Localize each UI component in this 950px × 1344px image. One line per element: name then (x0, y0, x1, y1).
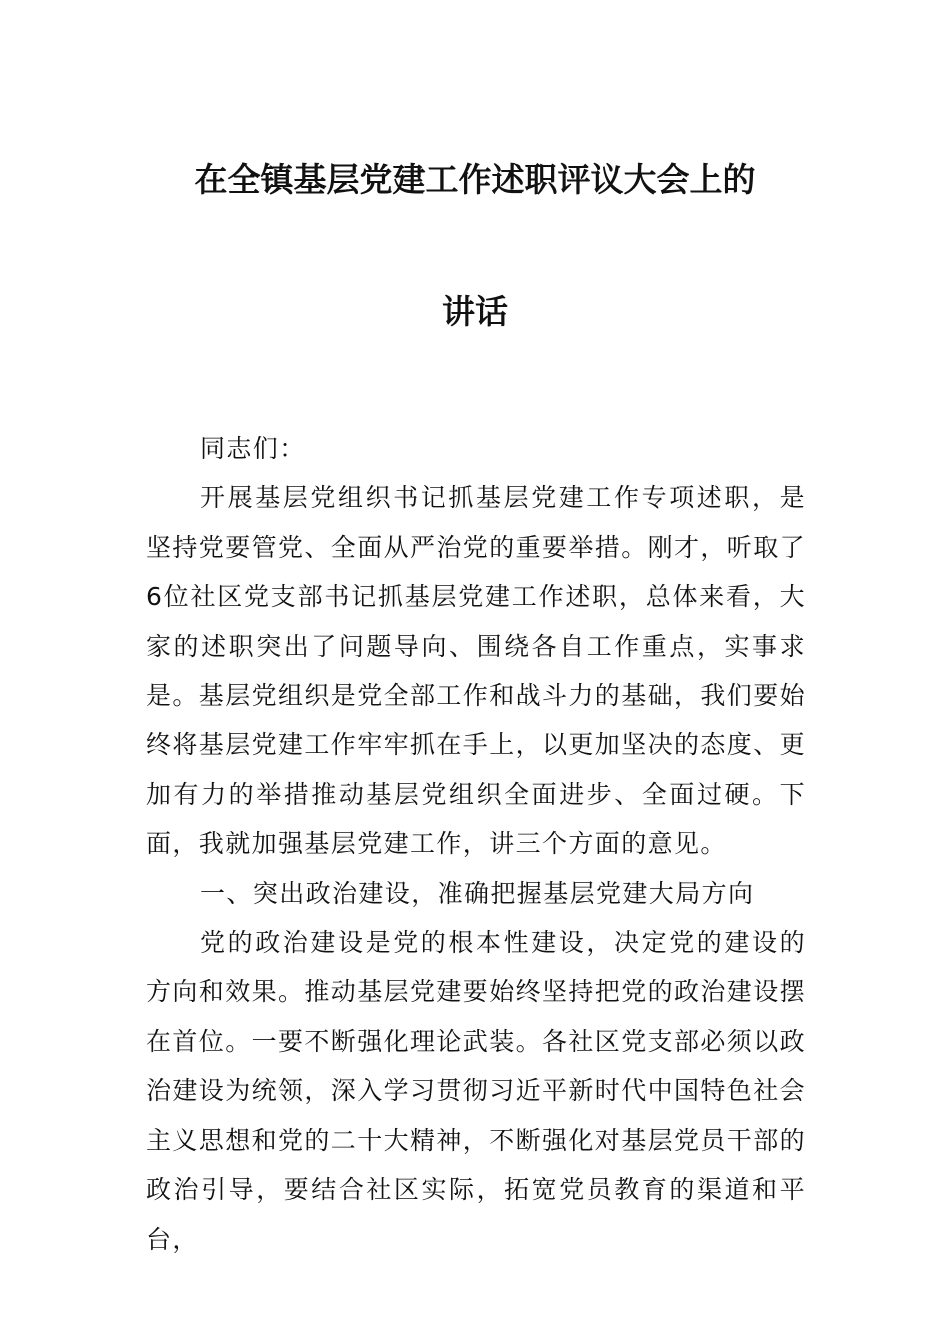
document-title-line-2: 讲话 (442, 292, 508, 331)
salutation: 同志们： (200, 434, 306, 463)
paragraph-intro: 开展基层党组织书记抓基层党建工作专项述职，是坚持党要管党、全面从严治党的重要举措。刚才，听取了6位社区党支部书记抓基层党建工作述职，总体来看，大家的述职突出了问题导向、围绕各自工作重点，实事求是。基层党组织是党全部工作和战斗力的基础，我们要始终将基层党建工作牢牢抓在手上，以更加坚决的态度、更加有力的举措推动基层党组织全面进步、全面过硬。下面，我就加强基层党建工作，讲三个方面的意见。 (146, 483, 807, 859)
section-heading-1: 一、突出政治建设，准确把握基层党建大局方向 (200, 878, 755, 908)
document-body (146, 424, 806, 1264)
paragraph-section-1: 党的政治建设是党的根本性建设，决定党的建设的方向和效果。推动基层党建要始终坚持把党的政治建设摆在首位。一要不断强化理论武装。各社区党支部必须以政治建设为统领，深入学习贯彻习近平新时代中国特色社会主义思想和党的二十大精神，不断强化对基层党员干部的政治引导，要结合社区实际，拓宽党员教育的渠道和平台， (146, 928, 807, 1254)
document-title-line-1: 在全镇基层党建工作述职评议大会上的 (194, 160, 756, 199)
